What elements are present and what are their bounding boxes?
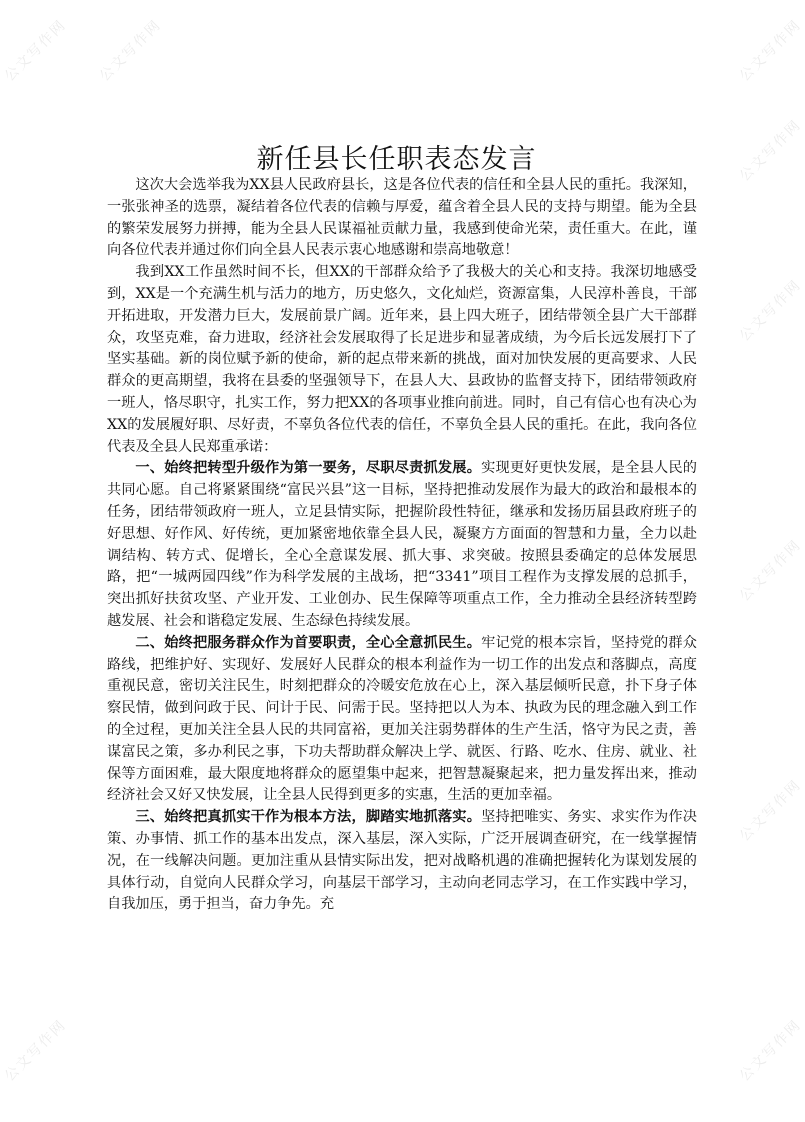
watermark-text: 公文写作网 <box>1 1016 70 1085</box>
paragraph <box>107 807 697 916</box>
paragraph-text: 这次大会选举我为XX县人民政府县长，这是各位代表的信任和全县人民的重托。我深知，一张张神圣的选票，凝结着各位代表的信赖与厚爱，蕴含着全县人民的支持与期望。能为全县的繁荣发展努力拼搏，能为全县人民谋福祉贡献力量，我感到使命光荣，责任重大。在此，谨向各位代表并通过你们向全县人民表示衷心地感谢和崇高地敬意！ <box>107 177 697 259</box>
watermark-text: 公文写作网 <box>736 116 805 185</box>
watermark-text: 公文写作网 <box>736 536 805 605</box>
paragraph-text: 实现更好更快发展，是全县人民的共同心愿。自己将紧紧围绕“富民兴县”这一目标，坚持把推动发展作为最大的政治和最根本的任务，团结带领政府一班人，立足县情实际，把握阶段性特征，继承和发扬历届县政府班子的好思想、好作风、好传统，更加紧密地依靠全县人民，凝聚方方面面的智慧和力量，全力以赴调结构、转方式、促增长，全心全意谋发展、抓大事、求突破。按照县委确定的总体发展思路，把“一城两园四线”作为科学发展的主战场，把“3341”项目工程作为支撑发展的总抓手，突出抓好扶贫攻坚、产业开发、工业创办、民生保障等项重点工作，全力推动全县经济转型跨越发展、社会和谐稳定发展、生态绿色持续发展。 <box>107 460 697 629</box>
paragraph <box>107 458 697 632</box>
paragraph <box>107 262 697 458</box>
watermark-text: 公文写作网 <box>736 276 805 345</box>
paragraph <box>107 175 697 262</box>
paragraph-text: 我到XX工作虽然时间不长，但XX的干部群众给予了我极大的关心和支持。我深切地感受到，XX是一个充满生机与活力的地方，历史悠久，文化灿烂，资源富集，人民淳朴善良，干部开拓进取，开发潜力巨大，发展前景广阔。近年来，县上四大班子，团结带领全县广大干部群众，攻坚克难，奋力进取，经济社会发展取得了长足进步和显著成绩，为今后长远发展打下了坚实基础。新的岗位赋予新的使命，新的起点带来新的挑战，面对加快发展的更高要求、人民群众的更高期望，我将在县委的坚强领导下，在县人大、县政协的监督支持下，团结带领政府一班人，恪尽职守，扎实工作，努力把XX的各项事业推向前进。同时，自己有信心也有决心为XX的发展履好职、尽好责，不辜负各位代表的信任，不辜负全县人民的重托。在此，我向各位代表及全县人民郑重承诺： <box>107 264 697 455</box>
document-body <box>107 175 697 916</box>
paragraph <box>107 633 697 807</box>
paragraph-heading: 三、始终把真抓实干作为根本方法，脚踏实地抓落实。 <box>135 809 482 826</box>
paragraph-text: 坚持把唯实、务实、求实作为作决策、办事情、抓工作的基本出发点，深入基层，深入实际，广泛开展调查研究，在一线掌握情况，在一线解决问题。更加注重从县情实际出发，把对战略机遇的准确把握转化为谋划发展的具体行动，自觉向人民群众学习，向基层干部学习，主动向老同志学习，在工作实践中学习，自我加压，勇于担当，奋力争先。充 <box>107 809 697 913</box>
paragraph-heading: 二、始终把服务群众作为首要职责，全心全意抓民生。 <box>135 634 482 651</box>
document-title: 新任县长任职表态发言 <box>256 144 537 175</box>
watermark-text: 公文写作网 <box>1 16 70 85</box>
paragraph-text: 牢记党的根本宗旨，坚持党的群众路线，把维护好、实现好、发展好人民群众的根本利益作为一切工作的出发点和落脚点，高度重视民意，密切关注民生，时刻把群众的冷暖安危放在心上，深入基层倾听民意，扑下身子体察民情，做到问政于民、问计于民、问需于民。坚持把以人为本、执政为民的理念融入到工作的全过程，更加关注全县人民的共同富裕，更加关注弱势群体的生产生活，恪守为民之责，善谋富民之策，多办利民之事，下功夫帮助群众解决上学、就医、行路、吃水、住房、就业、社保等方面困难，最大限度地将群众的愿望集中起来，把智慧凝聚起来，把力量发挥出来，推动经济社会又好又快发展，让全县人民得到更多的实惠，生活的更加幸福。 <box>107 634 697 804</box>
watermark-text: 公文写作网 <box>736 776 805 845</box>
paragraph-heading: 一、始终把转型升级作为第一要务，尽职尽责抓发展。 <box>135 460 482 477</box>
watermark-text: 公文写作网 <box>96 16 165 85</box>
watermark-text: 公文写作网 <box>736 16 805 85</box>
watermark-text: 公文写作网 <box>736 1016 805 1085</box>
